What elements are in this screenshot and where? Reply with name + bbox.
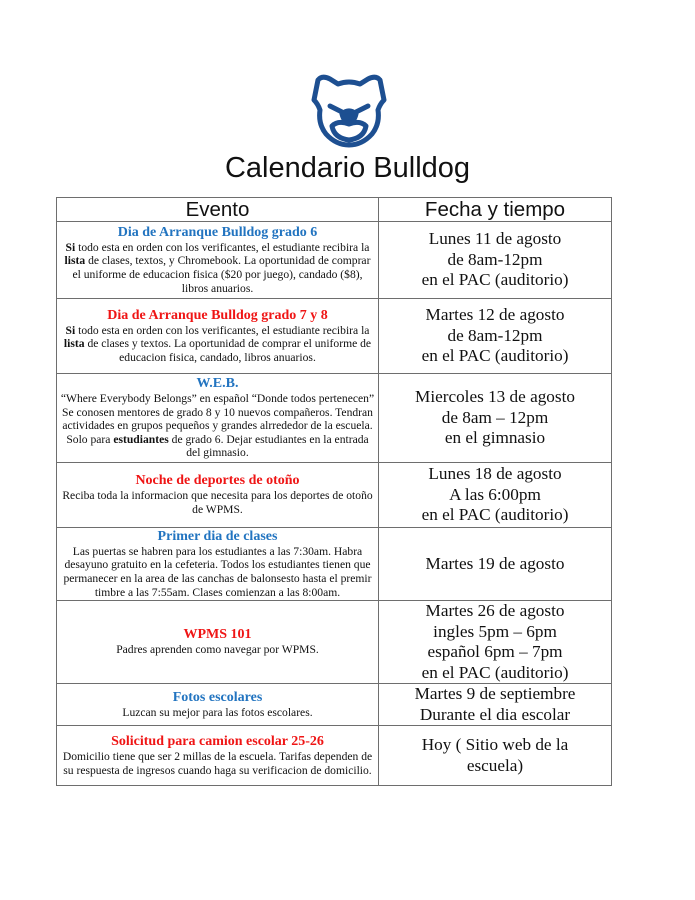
event-title: W.E.B.: [196, 376, 239, 392]
description-text: todo esta en orden con los verificantes, el estudiante recibira la: [75, 240, 370, 254]
table-row: [57, 528, 612, 601]
event-cell: [57, 463, 379, 528]
description-text: todo esta en orden con los verificantes, el estudiante recibira la: [75, 323, 370, 337]
date-time-line: Lunes 11 de agosto: [428, 229, 562, 249]
event-description: [60, 489, 375, 516]
date-time-line: escuela): [466, 755, 524, 775]
date-time-line: en el PAC (auditorio): [421, 662, 569, 682]
event-description: [60, 643, 375, 657]
event-description: [60, 706, 375, 720]
event-description: [60, 545, 375, 599]
event-cell: [57, 374, 379, 463]
description-text: Las puertas se habren para los estudiantes a las 7:30am. Habra desayuno gratuito en la cefeteria. Todos los estudiantes tienen que permanecer en la area de las canchas de balonsesto hasta el premir timbre a las 7:55am. Clases comienzan a las 8:00am.: [63, 544, 372, 599]
date-time-line: en el PAC (auditorio): [421, 505, 569, 525]
bulldog-logo-icon: [308, 70, 390, 148]
date-time-line: Martes 19 de agosto: [425, 553, 565, 573]
table-row: [57, 299, 612, 374]
event-title: Fotos escolares: [172, 689, 263, 705]
date-time-cell: [379, 684, 612, 726]
event-title: Noche de deportes de otoño: [135, 473, 300, 489]
date-time-line: de 8am-12pm: [447, 249, 543, 269]
description-text: “Where Everybody Belongs” en español “Donde todos pertenecen” Se conosen mentores de grado 8 y 10 nuevos compañeros. Tendran actividades en grupos pequeños y grandes alrrededor de la escuela. Solo para: [60, 392, 375, 446]
emphasized-text: lista: [64, 254, 86, 268]
date-time-line: de 8am-12pm: [447, 325, 543, 345]
event-cell: [57, 222, 379, 299]
date-time-cell: [379, 463, 612, 528]
date-time-line: Lunes 18 de agosto: [428, 464, 562, 484]
date-time-line: en el PAC (auditorio): [421, 346, 569, 366]
table-row: [57, 601, 612, 684]
description-text: Padres aprenden como navegar por WPMS.: [116, 643, 319, 657]
event-description: [60, 392, 375, 460]
table-row: [57, 374, 612, 463]
event-title: WPMS 101: [183, 627, 252, 643]
table-row: [57, 726, 612, 786]
event-description: [60, 241, 375, 295]
page-title: Calendario Bulldog: [224, 152, 471, 184]
description-text: de clases, textos, y Chromebook. La oportunidad de comprar el uniforme de educacion fisica ($20 por juego), candado ($8), libros anuarios.: [72, 254, 371, 295]
date-time-line: español 6pm – 7pm: [427, 642, 563, 661]
description-text: Domicilio tiene que ser 2 millas de la escuela. Tarifas dependen de su respuesta de ingresos cuando haga su verificacion de domicilio.: [62, 749, 373, 777]
event-description: [60, 324, 375, 365]
date-time-cell: [379, 222, 612, 299]
date-time-line: A las 6:00pm: [449, 484, 541, 504]
date-time-line: Martes 26 de agosto: [425, 601, 565, 620]
date-time-cell: [379, 374, 612, 463]
date-time-line: en el gimnasio: [444, 428, 546, 448]
event-cell: [57, 684, 379, 726]
event-title: Primer dia de clases: [157, 528, 278, 544]
event-title: Solicitud para camion escolar 25-26: [111, 733, 324, 749]
event-cell: [57, 299, 379, 374]
emphasized-text: Si: [65, 323, 76, 337]
table-row: [57, 222, 612, 299]
date-time-line: Martes 9 de septiembre: [414, 684, 576, 703]
date-time-line: de 8am – 12pm: [441, 407, 549, 427]
date-time-line: Miercoles 13 de agosto: [415, 387, 575, 407]
column-header-event: Evento: [57, 198, 379, 222]
date-time-cell: [379, 726, 612, 786]
event-cell: [57, 726, 379, 786]
emphasized-text: Si: [65, 240, 76, 254]
date-time-line: ingles 5pm – 6pm: [433, 621, 557, 641]
table-header-row: [57, 198, 612, 222]
event-calendar-table: [56, 197, 612, 786]
event-title: Dia de Arranque Bulldog grado 7 y 8: [107, 307, 328, 323]
date-time-line: Durante el dia escolar: [419, 704, 571, 724]
description-text: de clases y textos. La oportunidad de comprar el uniforme de educacion fisica, candado, libros anuarios.: [84, 337, 372, 364]
description-text: Luzcan su mejor para las fotos escolares.: [122, 705, 313, 719]
event-cell: [57, 601, 379, 684]
date-time-line: Hoy ( Sitio web de la: [421, 735, 569, 754]
event-title: Dia de Arranque Bulldog grado 6: [117, 224, 318, 240]
table-row: [57, 684, 612, 726]
date-time-cell: [379, 299, 612, 374]
column-header-date-time: Fecha y tiempo: [379, 198, 612, 222]
date-time-cell: [379, 601, 612, 684]
event-cell: [57, 528, 379, 601]
event-description: [60, 750, 375, 777]
date-time-line: en el PAC (auditorio): [421, 270, 569, 290]
emphasized-text: estudiantes: [113, 432, 169, 446]
table-row: [57, 463, 612, 528]
emphasized-text: lista: [63, 337, 85, 351]
description-text: Reciba toda la informacion que necesita para los deportes de otoño de WPMS.: [62, 489, 373, 516]
description-text: de grado 6. Dejar estudiantes en la entrada del gimnasio.: [168, 432, 369, 460]
date-time-line: Martes 12 de agosto: [425, 305, 565, 325]
date-time-cell: [379, 528, 612, 601]
